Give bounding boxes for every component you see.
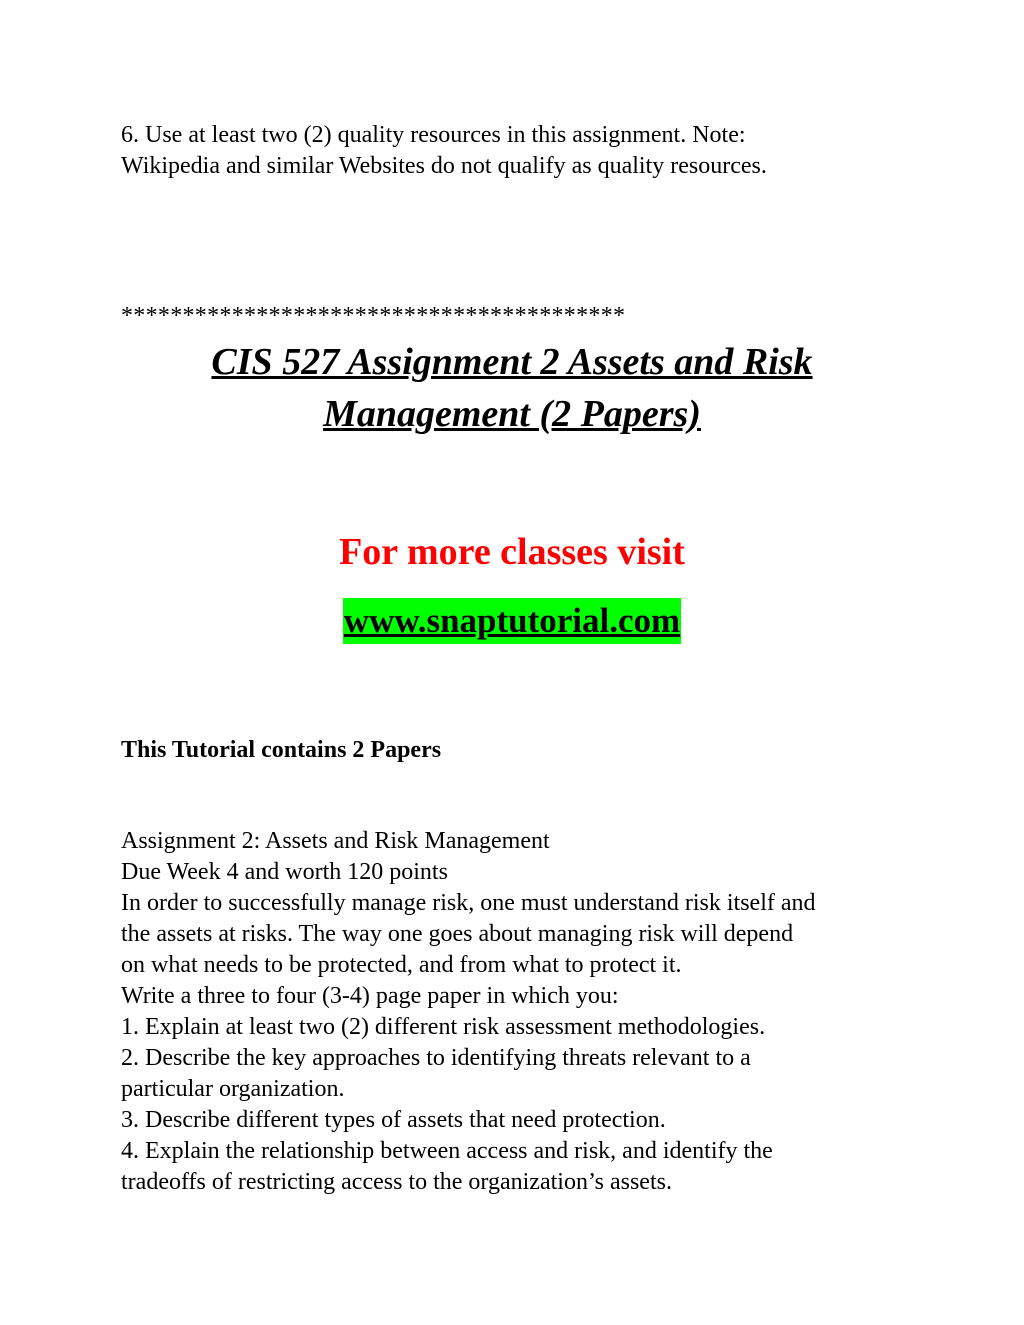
body-line: particular organization. (121, 1076, 345, 1102)
tutorial-contains-heading: This Tutorial contains 2 Papers (121, 737, 442, 763)
promo-text: For more classes visit (339, 531, 685, 573)
assignment-description (121, 826, 921, 1198)
title-line: Management (2 Papers) (323, 393, 701, 435)
body-line: 2. Describe the key approaches to identifying threats relevant to a (121, 1045, 751, 1071)
site-link[interactable]: www.snaptutorial.com (343, 598, 681, 644)
body-line: on what needs to be protected, and from what to protect it. (121, 952, 682, 978)
body-line: 1. Explain at least two (2) different risk assessment methodologies. (121, 1014, 766, 1040)
body-line: 3. Describe different types of assets that need protection. (121, 1107, 666, 1133)
intro-line: 6. Use at least two (2) quality resources in this assignment. Note: (121, 122, 746, 148)
intro-paragraph (121, 120, 921, 182)
body-line: 4. Explain the relationship between access and risk, and identify the (121, 1138, 773, 1164)
body-line: Write a three to four (3-4) page paper in which you: (121, 983, 619, 1009)
site-link-container (0, 598, 1024, 644)
body-line: Due Week 4 and worth 120 points (121, 859, 448, 885)
body-line: the assets at risks. The way one goes about managing risk will depend (121, 921, 794, 947)
body-line: In order to successfully manage risk, one must understand risk itself and (121, 890, 816, 916)
body-line: Assignment 2: Assets and Risk Management (121, 828, 550, 854)
body-line: tradeoffs of restricting access to the organization’s assets. (121, 1169, 672, 1195)
intro-line: Wikipedia and similar Websites do not qualify as quality resources. (121, 153, 767, 179)
asterisk-divider: ***************************************** (121, 303, 626, 329)
title-line: CIS 527 Assignment 2 Assets and Risk (211, 341, 813, 383)
document-title (0, 336, 1024, 440)
